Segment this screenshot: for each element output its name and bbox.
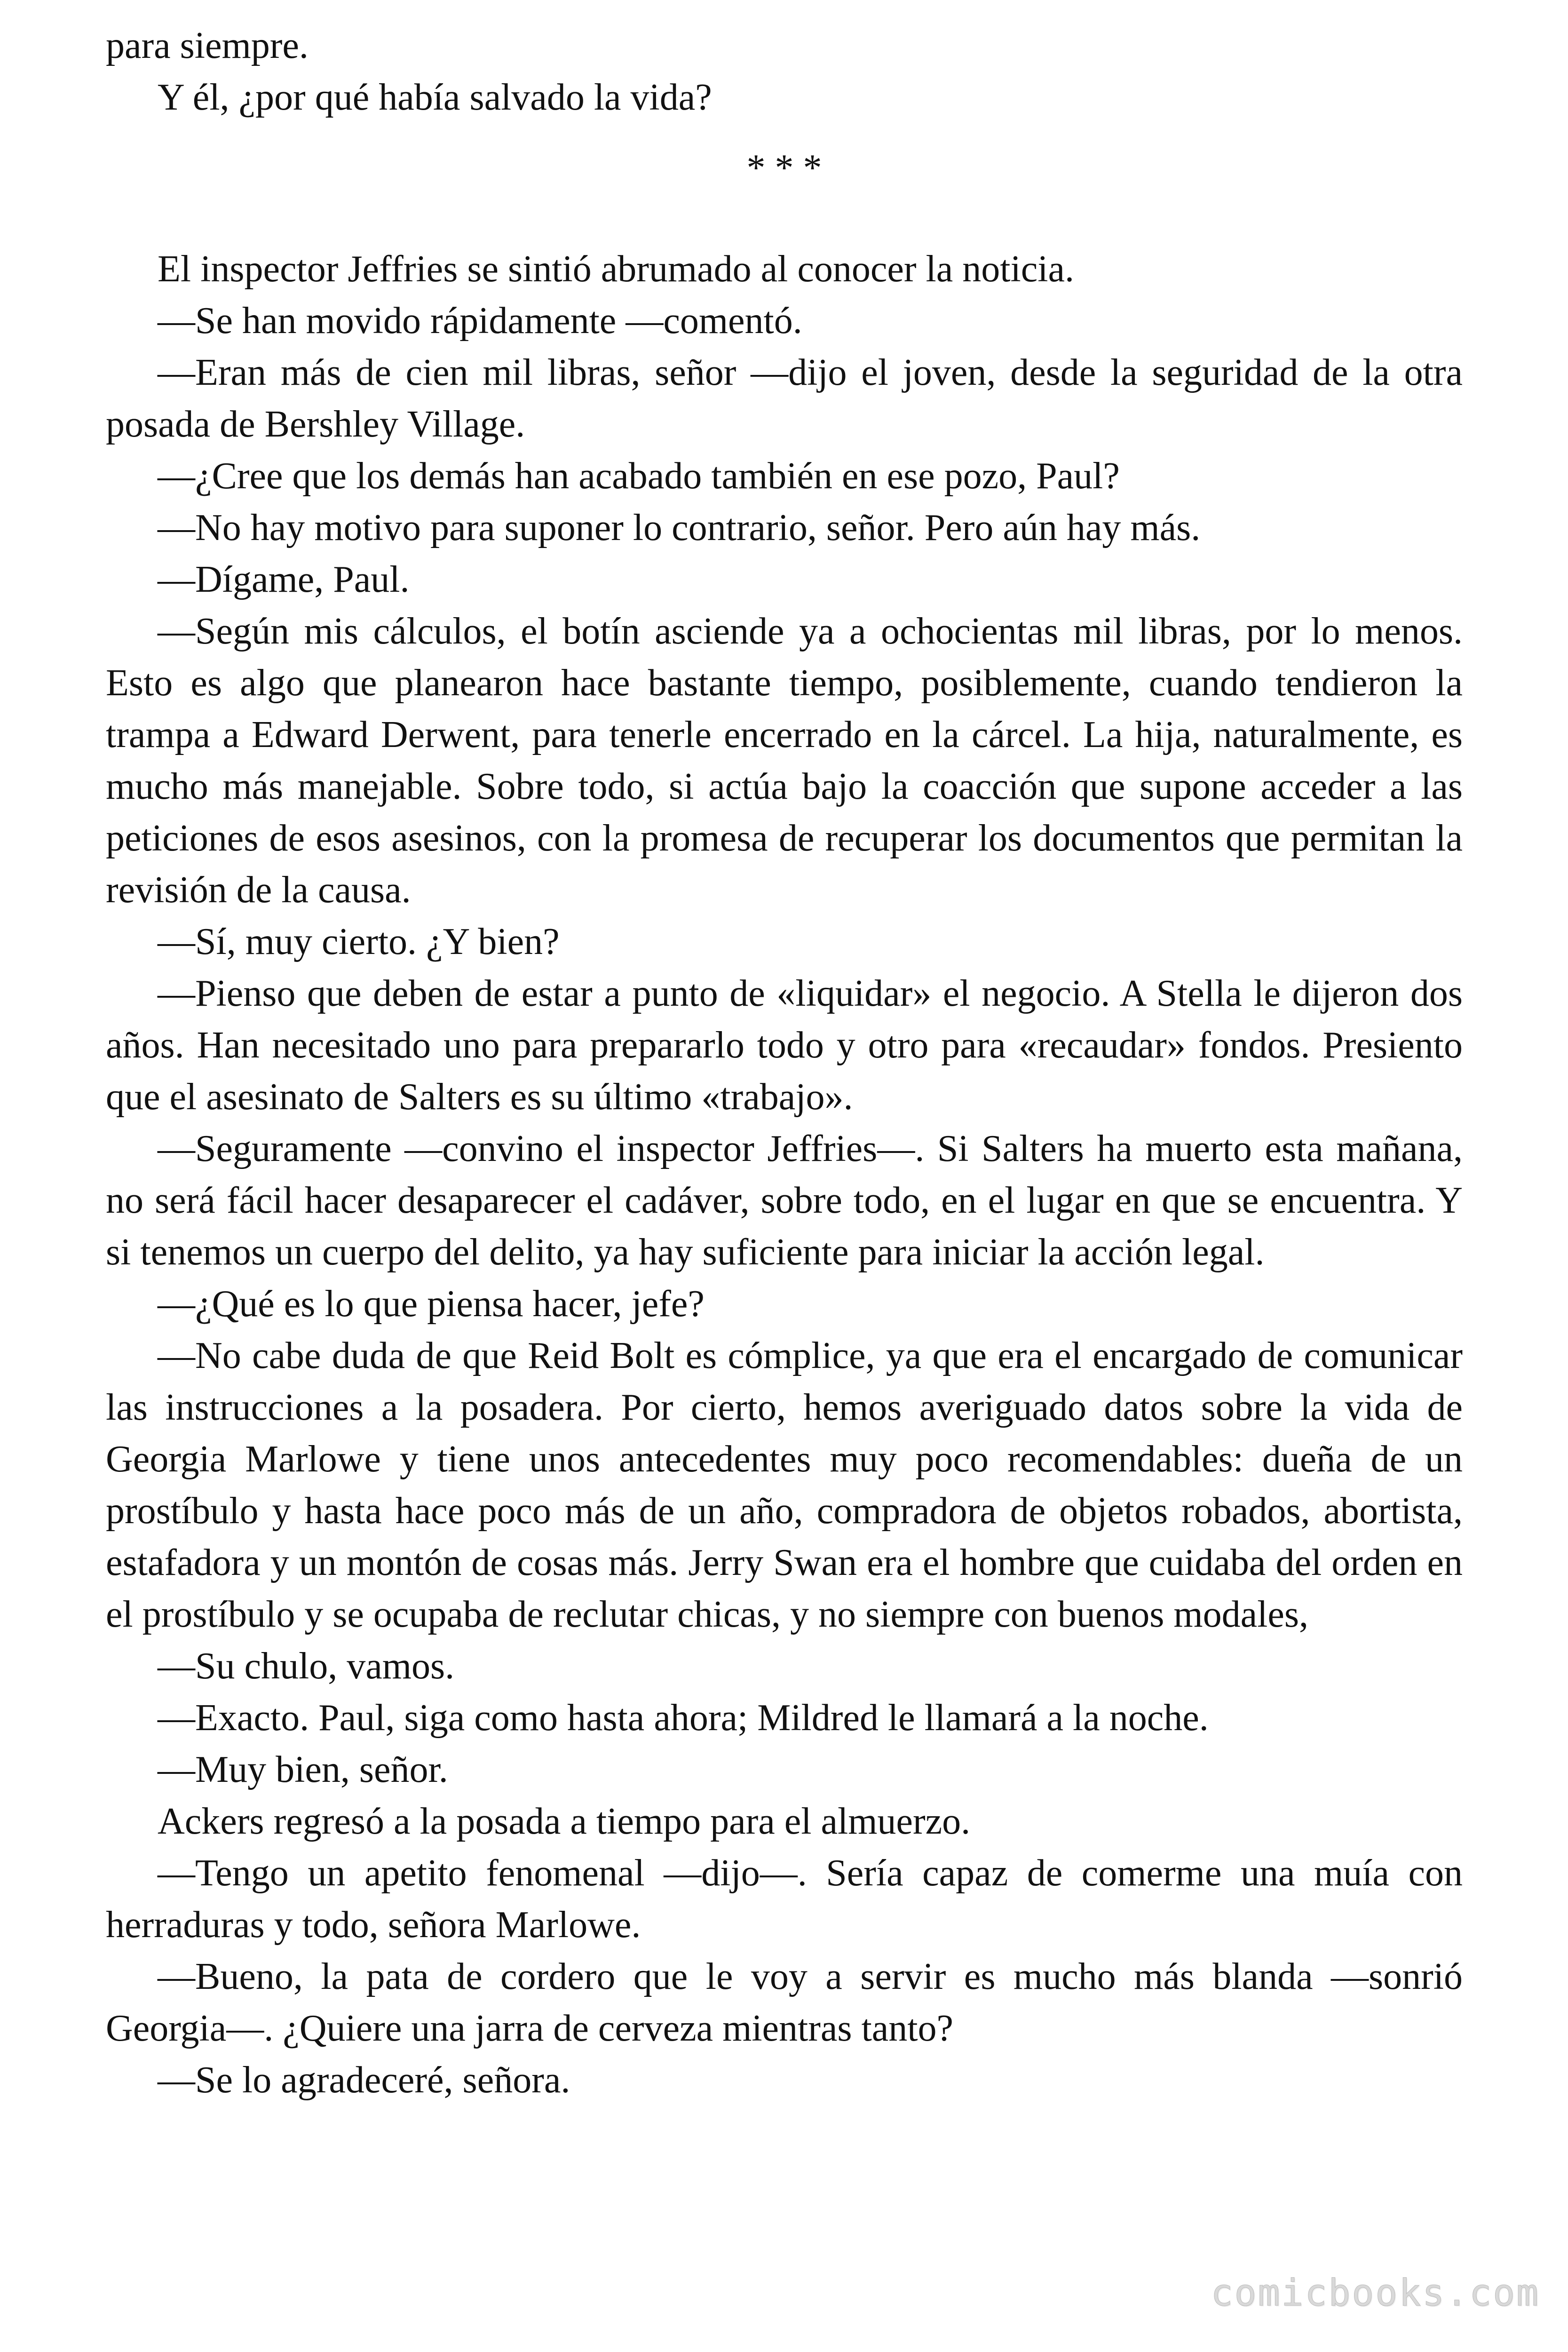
- paragraph: —Seguramente —convino el inspector Jeffries—. Si Salters ha muerto esta mañana, no será fácil hacer desaparecer el cadáver, sobre todo, en el lugar en que se encuentra. Y si tenemos un cuerpo del delito, ya hay suficiente para iniciar la acción legal.: [106, 1128, 1463, 1273]
- paragraph: —Se han movido rápidamente —comentó.: [158, 300, 802, 342]
- paragraph: —Se lo agradeceré, señora.: [158, 2059, 570, 2101]
- paragraph: —Bueno, la pata de cordero que le voy a servir es mucho más blanda —sonrió Georgia—. ¿Quiere una jarra de cerveza mientras tanto?: [106, 1956, 1463, 2049]
- paragraph: —Eran más de cien mil libras, señor —dijo el joven, desde la seguridad de la otra posada de Bershley Village.: [106, 352, 1463, 445]
- paragraph: Y él, ¿por qué había salvado la vida?: [158, 77, 712, 118]
- paragraph: —Tengo un apetito fenomenal —dijo—. Sería capaz de comerme una muía con herraduras y todo, señora Marlowe.: [106, 1852, 1463, 1946]
- paragraph: —No cabe duda de que Reid Bolt es cómplice, ya que era el encargado de comunicar las instrucciones a la posadera. Por cierto, hemos averiguado datos sobre la vida de Georgia Marlowe y tiene unos antecedentes muy poco recomendables: dueña de un prostíbulo y hasta hace poco más de un año, compradora de objetos robados, abortista, estafadora y un montón de cosas más. Jerry Swan era el hombre que cuidaba del orden en el prostíbulo y se ocupaba de reclutar chicas, y no siempre con buenos modales,: [106, 1335, 1463, 1635]
- paragraph: El inspector Jeffries se sintió abrumado al conocer la noticia.: [158, 248, 1074, 290]
- paragraph: —Exacto. Paul, siga como hasta ahora; Mildred le llamará a la noche.: [158, 1697, 1209, 1739]
- paragraph: —Su chulo, vamos.: [158, 1645, 455, 1687]
- watermark: comicbooks.com: [1211, 2272, 1540, 2314]
- paragraph: —Muy bien, señor.: [158, 1749, 448, 1790]
- book-page: [106, 0, 1463, 2352]
- paragraph: —Según mis cálculos, el botín asciende ya a ochocientas mil libras, por lo menos. Esto es algo que planearon hace bastante tiempo, posiblemente, cuando tendieron la trampa a Edward Derwent, para tenerle encerrado en la cárcel. La hija, naturalmente, es mucho más manejable. Sobre todo, si actúa bajo la coacción que supone acceder a las peticiones de esos asesinos, con la promesa de recuperar los documentos que permitan la revisión de la causa.: [106, 611, 1463, 911]
- paragraph: —¿Cree que los demás han acabado también en ese pozo, Paul?: [158, 455, 1120, 497]
- paragraph: Ackers regresó a la posada a tiempo para el almuerzo.: [158, 1801, 971, 1842]
- paragraph: —Sí, muy cierto. ¿Y bien?: [158, 921, 560, 962]
- paragraph: para siempre.: [106, 25, 309, 66]
- paragraph: —Pienso que deben de estar a punto de «liquidar» el negocio. A Stella le dijeron dos años. Han necesitado uno para prepararlo todo y otro para «recaudar» fondos. Presiento que el asesinato de Salters es su último «trabajo».: [106, 973, 1463, 1118]
- paragraph: —¿Qué es lo que piensa hacer, jefe?: [158, 1283, 705, 1325]
- paragraph: —Dígame, Paul.: [158, 559, 410, 600]
- section-separator: * * *: [746, 147, 822, 189]
- paragraph: —No hay motivo para suponer lo contrario, señor. Pero aún hay más.: [158, 507, 1201, 548]
